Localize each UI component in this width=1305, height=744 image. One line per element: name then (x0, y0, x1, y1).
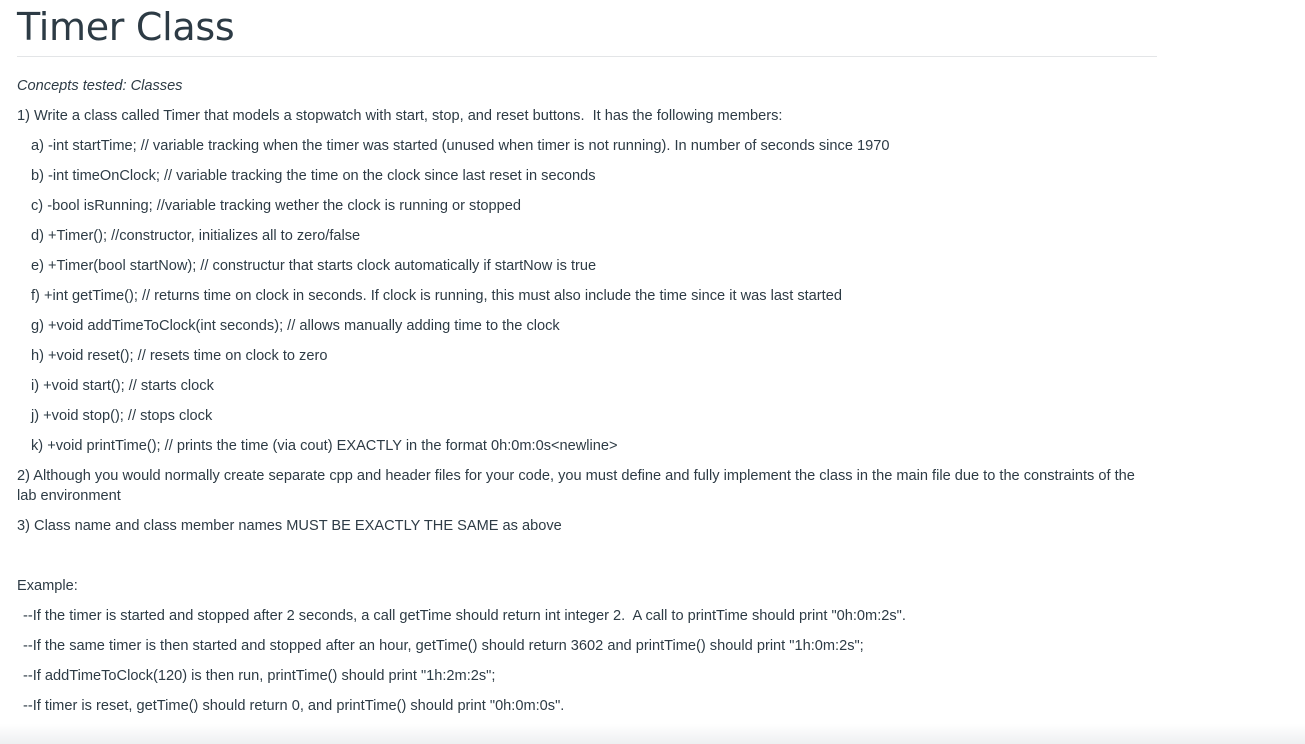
assignment-page (17, 0, 1157, 714)
member-item: h) +void reset(); // resets time on clock to zero (31, 348, 328, 364)
page-title: Timer Class (17, 5, 235, 49)
instruction-1: 1) Write a class called Timer that models a stopwatch with start, stop, and reset buttons. It has the following members: (17, 108, 783, 124)
title-divider (17, 56, 1157, 57)
member-item: g) +void addTimeToClock(int seconds); // allows manually adding time to the clock (31, 318, 560, 334)
member-item: c) -bool isRunning; //variable tracking wether the clock is running or stopped (31, 198, 521, 214)
member-item: j) +void stop(); // stops clock (31, 408, 213, 424)
concepts-tested: Concepts tested: Classes (17, 78, 183, 94)
member-item: k) +void printTime(); // prints the time (via cout) EXACTLY in the format 0h:0m:0s<newline> (31, 438, 618, 454)
instruction-3: 3) Class name and class member names MUST BE EXACTLY THE SAME as above (17, 518, 562, 534)
member-item: a) -int startTime; // variable tracking when the timer was started (unused when timer is not running). In number of seconds since 1970 (31, 138, 890, 154)
member-item: d) +Timer(); //constructor, initializes all to zero/false (31, 228, 361, 244)
member-item: b) -int timeOnClock; // variable tracking the time on the clock since last reset in seconds (31, 168, 596, 184)
bottom-shadow (0, 724, 1305, 744)
assignment-description (17, 76, 1157, 726)
example-item: --If the timer is started and stopped after 2 seconds, a call getTime should return int integer 2. A call to printTime should print "0h:0m:2s". (23, 608, 906, 624)
example-item: --If addTimeToClock(120) is then run, printTime() should print "1h:2m:2s"; (23, 668, 496, 684)
member-item: f) +int getTime(); // returns time on clock in seconds. If clock is running, this must also include the time since it was last started (31, 288, 842, 304)
example-item: --If the same timer is then started and stopped after an hour, getTime() should return 3602 and printTime() should print "1h:0m:2s"; (23, 638, 864, 654)
example-label: Example: (17, 578, 78, 594)
instruction-2: 2) Although you would normally create separate cpp and header files for your code, you must define and fully implement the class in the main file due to the constraints of the lab environment (17, 468, 1139, 504)
member-item: e) +Timer(bool startNow); // constructur that starts clock automatically if startNow is true (31, 258, 597, 274)
member-item: i) +void start(); // starts clock (31, 378, 214, 394)
spacer (17, 546, 1157, 576)
example-item: --If timer is reset, getTime() should return 0, and printTime() should print "0h:0m:0s". (23, 698, 565, 714)
